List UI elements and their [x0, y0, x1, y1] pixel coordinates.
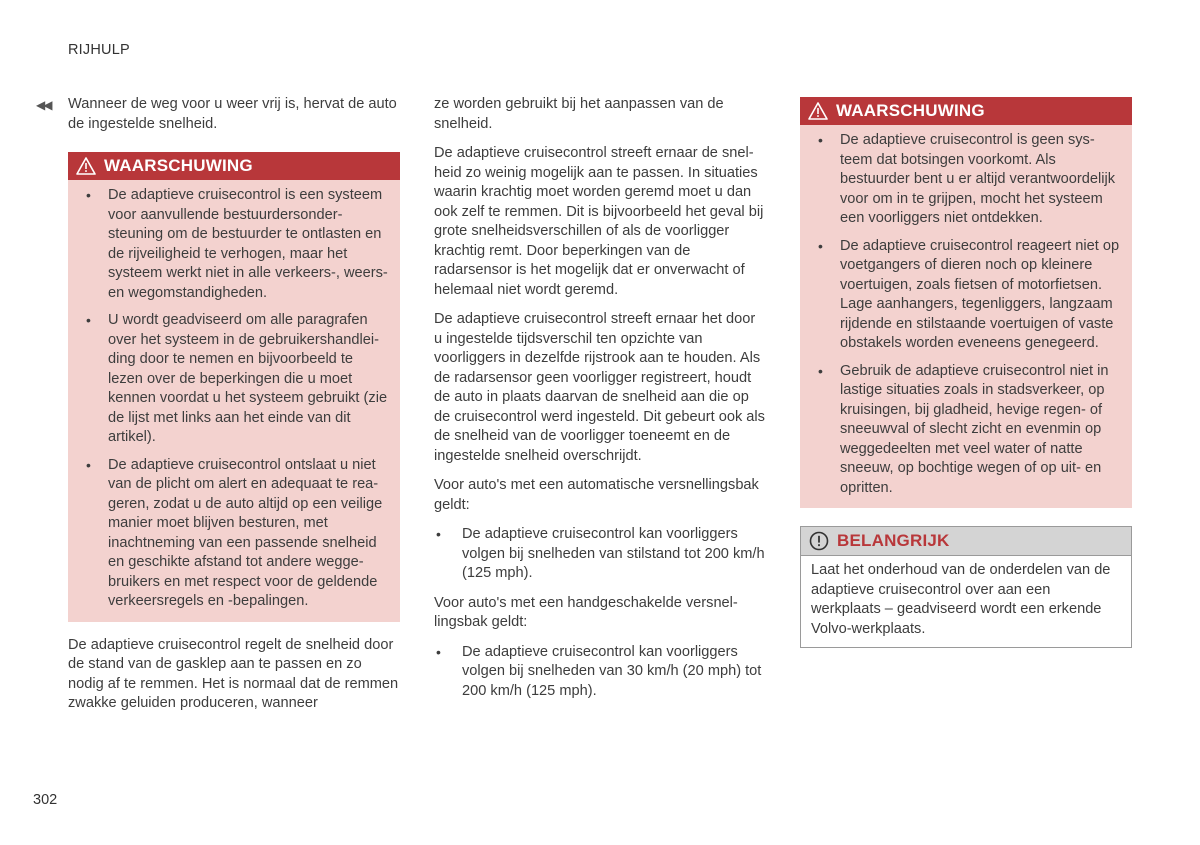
warning-header	[68, 152, 400, 180]
list-item: • Gebruik de adaptieve cruisecontrol niet in lastige situaties zoals in stadsverkeer, op kruisingen, bij gladheid, hevige regen- of sneeuwval of slecht zicht en evenmin op weggedeelten met veel water of natte sneeuw, op bochtige wegen of op uit- en opritten.	[818, 362, 1109, 496]
important-header	[801, 527, 1131, 556]
list-item: • De adaptieve cruisecontrol reageert niet op voetgangers of dieren noch op kleinere voertuigen, zoals fietsen of motorfietsen. Lage aanhangers, tegenliggers, langzaam rijdende en stilstaande voertuigen of vaste obstakels worden eveneens genegeerd.	[818, 237, 1120, 351]
list-item: • De adaptieve cruisecontrol ontslaat u niet van de plicht om alert en adequaat te reageren, zodat u de auto altijd op een veilige manier moet blijven besturen, met inachtneming van een passende snelheid en geschikte afstand tot andere weggebruikers en met respect voor de geldende verkeersregels en -bepalingen.	[86, 456, 383, 609]
paragraph: De adaptieve cruisecontrol streeft ernaar het door u ingestelde tijdsverschil ten opzichte van voorliggers in dezelfde rijstrook aan te houden. Als de radarsensor geen voorligger registreert, houdt de auto in plaats daarvan de snelheid aan die op de cruisecontrol werd ingesteld. Dit gebeurt ook als de snelheid van de voorligger toeneemt en de ingestelde snelheid overschrijdt.	[434, 311, 765, 464]
paragraph: De adaptieve cruisecontrol streeft ernaar de snelheid zo weinig mogelijk aan te passen. In situaties waarin krachtig moet worden geremd moet u dan ook zelf te remmen. Dit is bijvoorbeeld het geval bij grote snelheidsverschillen of als de voorligger krachtig remt. Door beperkingen van de radarsensor is het mogelijk dat er onverwacht of helemaal niet wordt geremd.	[434, 145, 764, 298]
warning-triangle-icon	[76, 157, 96, 175]
warning-box-2	[800, 97, 1132, 508]
outro-paragraph: De adaptieve cruisecontrol regelt de snelheid door de stand van de gasklep aan te passen en zo nodig af te remmen. Het is normaal dat de remmen zwakke geluiden produceren, wanneer	[68, 636, 399, 711]
warning-title: WAARSCHUWING	[836, 101, 985, 121]
important-box	[800, 526, 1132, 648]
list-item: • De adaptieve cruisecontrol is geen systeem dat botsingen voorkomt. Als bestuurder bent u er altijd verantwoordelijk voor om in te grijpen, mocht het systeem een voorliggers niet ontdekken.	[818, 132, 1116, 226]
exclamation-circle-icon	[809, 531, 829, 551]
double-chevron-left-icon: ◀◀	[36, 98, 51, 112]
paragraph: Voor auto's met een automatische versnellingsbak geldt:	[434, 477, 759, 513]
column-3	[800, 97, 1132, 658]
intro-paragraph: Wanneer de weg voor u weer vrij is, hervat de auto de ingestelde snelheid.	[68, 96, 397, 132]
warning-triangle-icon	[808, 102, 828, 120]
list-item: • De adaptieve cruisecontrol kan voorliggers volgen bij snelheden van 30 km/h (20 mph) tot 200 km/h (125 mph).	[436, 643, 762, 699]
list-item: • De adaptieve cruisecontrol is een systeem voor aanvullende bestuurdersondersteuning om de bestuurder te ontlasten en de rijveiligheid te verhogen, maar het systeem werkt niet in alle verkeers-, weers- en wegomstandigheden.	[86, 187, 388, 301]
column-2	[434, 95, 766, 711]
warning-box-1	[68, 152, 400, 622]
section-title: RIJHULP	[68, 42, 130, 58]
warning-list	[78, 186, 390, 612]
bullet-list	[434, 525, 766, 584]
warning-list	[810, 131, 1122, 498]
bullet-list	[434, 643, 766, 702]
column-1	[36, 95, 400, 724]
page-number: 302	[33, 792, 58, 808]
important-text: Laat het onderhoud van de onderdelen van de adaptieve cruisecontrol over aan een werkplaats – geadviseerd wordt een erkende Volvo-werkplaats.	[811, 562, 1111, 637]
paragraph: ze worden gebruikt bij het aanpassen van de snelheid.	[434, 96, 724, 132]
list-item: • De adaptieve cruisecontrol kan voorliggers volgen bij snelheden van stilstand tot 200 km/h (125 mph).	[436, 526, 765, 581]
warning-header	[800, 97, 1132, 125]
list-item: • U wordt geadviseerd om alle paragrafen over het systeem in de gebruikershandleiding door te nemen en bijvoorbeeld te lezen over de beperkingen die u moet kennen voordat u het systeem gebruikt (zie de lijst met links aan het einde van dit artikel).	[86, 312, 388, 445]
warning-title: WAARSCHUWING	[104, 156, 253, 176]
paragraph: Voor auto's met een handgeschakelde versnellingsbak geldt:	[434, 594, 738, 630]
important-title: BELANGRIJK	[837, 531, 950, 551]
